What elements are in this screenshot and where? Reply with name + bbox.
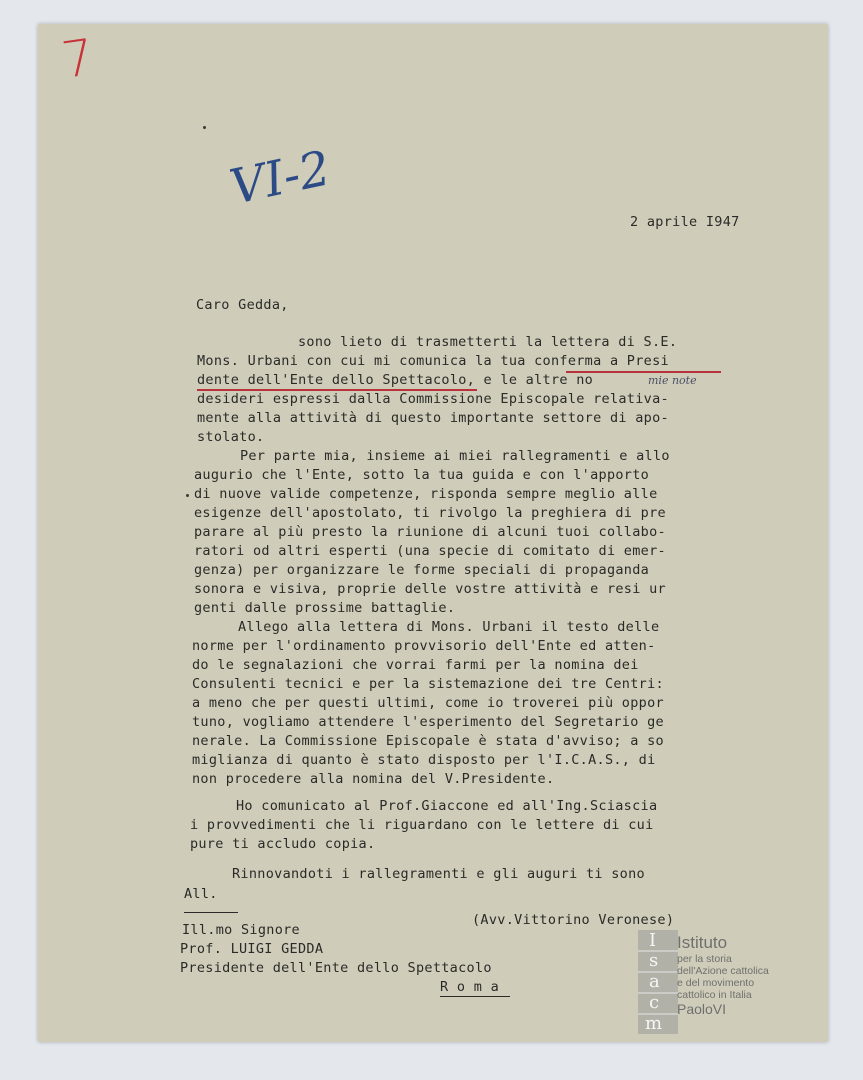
body-line: sonora e visiva, proprie delle vostre attività e resi ur [194,581,666,597]
addressee-line: R o m a [440,979,499,995]
logo-letter: c [649,992,660,1013]
addressee-line: Presidente dell'Ente dello Spettacolo [180,960,492,976]
body-line: Rinnovandoti i rallegramenti e gli auguri ti sono [232,866,645,882]
body-line: di nuove valide competenze, risponda sempre meglio alle [194,486,658,502]
city-underline [440,996,510,997]
body-line: esigenze dell'apostolato, ti rivolgo la preghiera di pre [194,505,666,521]
logo-letter: I [649,930,657,951]
logo-line: dell'Azione cattolica [677,965,769,977]
signature: (Avv.Vittorino Veronese) [472,912,675,928]
body-line: pure ti accludo copia. [190,836,376,852]
logo-letter: m [645,1013,663,1034]
body-line: sono lieto di trasmetterti la lettera di S.E. [298,334,678,350]
logo-letter: a [649,971,660,992]
logo-letters [637,930,679,1034]
logo-text [677,933,769,1017]
addressee-line: Ill.mo Signore [182,922,300,938]
body-line: nerale. La Commissione Episcopale è stata d'avviso; a so [192,733,664,749]
logo-name: PaoloVI [677,1001,727,1017]
body-line: miglianza di quanto è stato disposto per l'I.C.A.S., di [192,752,656,768]
body-line: Consulenti tecnici e per la sistemazione dei tre Centri: [192,676,664,692]
body-line: mente alla attività di questo importante settore di apo- [197,410,669,426]
body-line: stolato. [197,429,265,445]
body-line: Allego alla lettera di Mons. Urbani il testo delle [238,619,660,635]
ink-dot [203,126,206,129]
margin-note: mie note [648,374,697,387]
archive-logo [637,930,797,1040]
body-line: norme per l'ordinamento provvisorio dell'Ente ed atten- [192,638,656,654]
logo-letter: s [649,950,659,971]
body-line: Per parte mia, insieme ai miei rallegramenti e allo [240,448,670,464]
logo-line: e del movimento [677,977,755,989]
logo-title: Istituto [677,933,728,952]
body-line: augurio che l'Ente, sotto la tua guida e con l'apporto [194,467,650,483]
body-line: desideri espressi dalla Commissione Episcopale relativa- [197,391,669,407]
body-line: genza) per organizzare le forme speciali di propaganda [194,562,650,578]
body-line: genti dalle prossime battaglie. [194,600,456,616]
body-line: do le segnalazioni che vorrai farmi per la nomina dei [192,657,639,673]
letter-date: 2 aprile I947 [630,214,740,230]
enclosure-note: All. [184,886,218,902]
body-line: i provvedimenti che li riguardano con le lettere di cui [190,817,654,833]
red-handwritten-number: 7 [58,28,98,90]
body-line: parare al più presto la riunione di alcuni tuoi collabo- [194,524,666,540]
body-line: dente dell'Ente dello Spettacolo, e le altre no [197,372,594,388]
body-line: a meno che per questi ultimi, come io troverei più oppor [192,695,664,711]
body-line: Ho comunicato al Prof.Giaccone ed all'Ing.Sciascia [236,798,658,814]
logo-line: cattolico in Italia [677,989,752,1001]
salutation: Caro Gedda, [196,297,289,313]
ink-dot [186,494,189,497]
blue-handwritten-reference: VI-2 [225,140,336,216]
body-line: Mons. Urbani con cui mi comunica la tua conferma a Presi [197,353,669,369]
addressee-rule [184,912,238,913]
addressee-line: Prof. LUIGI GEDDA [180,941,324,957]
body-line: non procedere alla nomina del V.Presidente. [192,771,555,787]
logo-line: per la storia [677,953,732,965]
body-line: tuno, vogliamo attendere l'esperimento del Segretario ge [192,714,664,730]
body-line: ratori od altri esperti (una specie di comitato di emer- [194,543,666,559]
